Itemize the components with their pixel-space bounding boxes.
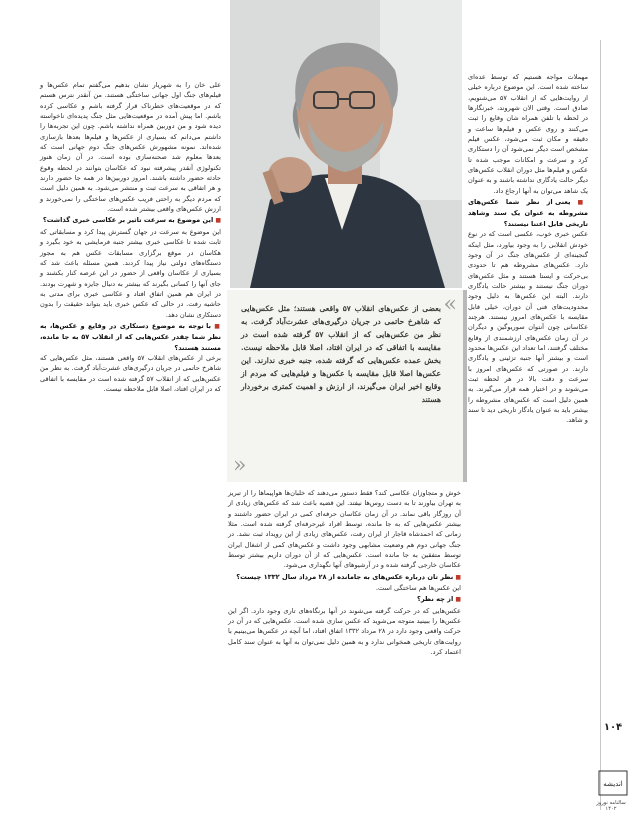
pull-quote-text: بعضی از عکس‌های انقلاب ۵۷ واقعی هستند؛ مثل عکس‌هایی که شاهرخ حاتمی در جریان درگیری‌های عشرت‌آباد گرفت. به نظر من عکس‌هایی که از انقلاب ۵۷ گرفته شده است در مقایسه با اتفاقی که در ایران افتاد، اصلا قابل ملاحظه نیست. بخش عمده عکس‌هایی که گرفته شده، جنبه خبری ندارند. این عکس‌ها اصلا قابل مقایسه با عکس‌ها و فیلم‌هایی که مردم از وقایع اخیر ایران می‌گیرند، از ارزش و اهمیت کمتری برخوردار هستند bbox=[241, 304, 441, 404]
interview-question: ■ با توجه به موضوع دستکاری در وقایع و عکس‌ها، به نظر شما چقدر عکس‌هایی که از انقلاب ۵۷ به جا مانده، مستند هستند؟ bbox=[40, 321, 221, 353]
interview-question: ■ این موضوع به سرعت تاثیر بر عکاسی خبری گذاشت؟ bbox=[40, 215, 221, 226]
interview-paragraph: خوش و متجاوزان عکاسی کند؟ فقط دستور می‌دهند که خلبان‌ها هواپیماها را از تبریز به تهران بیاورند تا به دست روس‌ها نیفتد. این قضیه باعث شد که عکس‌های زیادی از آن روزگار باقی نماند. در آن زمان عکاسان حرفه‌ای کمی در ایران حضور داشتند و بیشتر عکس‌هایی که به جا مانده، توسط افراد غیرحرفه‌ای گرفته شده است. مثلا زمانی که احمدشاه قاجار از ایران رفت، عکس‌های زیادی از این رویداد ثبت نشد. در جنگ جهانی دوم هم وضعیت مشابهی وجود داشت و عکس‌های کمی از اشغال ایران توسط متفقین به جا مانده است. عکس‌هایی که از آن دوران داریم بیشتر توسط عکاسان خارجی گرفته شده و در آرشیوهای آنها نگهداری می‌شود. bbox=[228, 489, 461, 570]
quote-open-icon: « bbox=[443, 292, 457, 317]
quote-close-icon: » bbox=[233, 453, 247, 478]
interview-paragraph: این عکس‌ها هم ساختگی است. bbox=[375, 584, 461, 593]
column-right bbox=[468, 72, 588, 426]
interview-paragraph: مهملات مواجه هستیم که توسط عده‌ای ساخته شده است. این موضوع درباره خیلی از روایت‌هایی که از انقلاب ۵۷ می‌شنویم، صادق است. وقتی الان شهروند، خبرنگارها در لحظه با تلفن همراه شان وقایع را ثبت می‌کنند و روی عکس و فیلم‌ها ساعت و دقیقه و مکان ثبت می‌شود، عکس فیلم مشخص است دیگر نمی‌شود آن را دستکاری کرد و سرعت و امکانات موجب شده تا عکس و فیلم‌ها مثل دوران انقلاب عکس‌های دیگر حالت یادگاری نداشته باشند و به عنوان یک شاهد می‌توان به آنها ارجاع داد. bbox=[468, 73, 588, 195]
interview-question: ■ از چه نظر؟ bbox=[228, 594, 461, 605]
interview-paragraph: علی خان را به شهریار نشان بدهیم می‌گفتم تمام عکس‌ها و فیلم‌های جنگ اول جهانی ساختگی هستند. من آنقدر نترس هستم که در موقعیت‌های خطرناک قرار گرفته باشم و عکاسی کرده باشم. اما پیش آمده در موقعیت‌هایی مثل جنگ پدیده‌ای ناخواسته دیده شود و من دوربین همراه نداشته باشم. چون این تجربه‌ها را داشتم می‌دانم که بسیاری از عکس‌ها و فیلم‌ها بعدها بازسازی شده‌اند. نمونه مشهورش عکس‌های جنگ دوم جهانی است که بعدها معلوم شد صحنه‌سازی بوده است. در آن زمان هنوز تکنولوژی آنقدر پیشرفته نبود که عکاسان بتوانند در لحظه وقوع حادثه حضور داشته باشند. امروز دوربین‌ها در همه جا حضور دارند و هر اتفاقی به سرعت ثبت و منتشر می‌شود. به همین دلیل است که مردم دیگر به راحتی فریب عکس‌های ساختگی را نمی‌خورند و ارزش عکس‌های واقعی بیشتر شده است. bbox=[40, 81, 221, 214]
pull-quote bbox=[227, 290, 467, 482]
interview-paragraph: برخی از عکس‌های انقلاب ۵۷ واقعی هستند، مثل عکس‌هایی که شاهرخ حاتمی در جریان درگیری‌های عشرت‌آباد گرفت. به نظر من عکس‌هایی که از انقلاب ۵۷ گرفته شده است در مقایسه با اتفاقی که در ایران افتاد، اصلا قابل ملاحظه نیست. bbox=[40, 353, 221, 393]
column-middle-bottom bbox=[228, 488, 461, 658]
magazine-logo bbox=[598, 770, 628, 796]
issue-label: سالنامه نوروز ۱۴۰۲ bbox=[596, 800, 626, 812]
interview-paragraph: عکس‌هایی که در حرکت گرفته می‌شوند در آنها برنگاه‌های تاری وجود دارد. اگر این عکس‌ها را ببینید متوجه می‌شوید که عکس سازی شده است. عکس‌هایی که در آن در حرکت واقعی وجود دارد در ۲۸ مرداد ۱۳۳۲ اتفاق افتاد، اما آنچه در عکس‌ها می‌بینیم با روایت‌های تاریخی همخوانی ندارد و به همین دلیل نمی‌توان به آنها به عنوان سند کامل اعتماد کرد. bbox=[228, 606, 461, 657]
interview-question: ■ نظر تان درباره عکس‌های به جامانده از ۲۸ مرداد سال ۱۳۳۲ چیست؟ bbox=[228, 572, 461, 583]
interview-paragraph: این موضوع به سرعت در جهان گسترش پیدا کرد و مسابقاتی که ثابت شده تا عکاسی خبری بیشتر جنبه فرمایشی به خود بگیرد و هکاسان در موقع برگزاری مسابقات عکس هم به مجوز دستگاه‌های دولتی نیاز پیدا کردند. همین مسئله باعث شد که بسیاری از عکاسان واقعی از حضور در این عرصه کنار بکشند و جای آنها را کسانی بگیرند که بیشتر به دنبال جایزه و شهرت بودند. در ایران هم همین اتفاق افتاد و عکاسی خبری برای مدتی به حاشیه رفت. در حالی که عکس خبری باید بتواند حقیقت را بدون دستکاری نشان دهد. bbox=[40, 227, 221, 319]
page-sidebar bbox=[596, 0, 630, 820]
interview-paragraph: عکس خبری خوب، عکسی است که در نوع خودش انقلابی را به وجود بیاورد، مثل اینکه گنجینه‌ای از عکس‌های جنگ در آن وجود دارد. عکس‌های مشروطه هم تا حدودی بی‌حرکت و ایستا هستند و مثل عکس‌های دوران جنگ نیستند و بیشتر حالت یادگاری دارند. البته این عکس‌ها به دلیل وجود محدودیت‌های فنی آن دوران، خیلی قابل مقایسه با عکس‌های امروز نیستند. هرچند عکاسانی چون آنتوان سوریوگین و دیگران در آن زمان عکس‌های ارزشمندی از وقایع مختلف گرفتند، اما تعداد این عکس‌ها محدود است و بیشتر آنها جنبه تزئینی و یادگاری دارند. در صورتی که عکس‌های امروز با سرعت و دقت بالا در هر لحظه ثبت می‌شوند و در اختیار همه قرار می‌گیرند. به همین دلیل است که عکس‌های مشروطه را بیشتر باید به عنوان یادگار تاریخی دید تا سند و شاهد. bbox=[468, 230, 588, 425]
logo-icon bbox=[598, 770, 628, 796]
portrait-illustration bbox=[230, 0, 462, 288]
sidebar-divider bbox=[600, 40, 601, 810]
column-left bbox=[40, 80, 221, 394]
interview-question: ■ یعنی از نظر شما عکس‌های مشروطه به عنوان یک سند وشاهد تاریخی قابل اعتنا نیستند؟ bbox=[468, 197, 588, 229]
page-number: ۱۰۴ bbox=[603, 722, 623, 733]
interviewee-photo bbox=[230, 0, 462, 288]
logo-text: اندیشه bbox=[603, 780, 623, 788]
